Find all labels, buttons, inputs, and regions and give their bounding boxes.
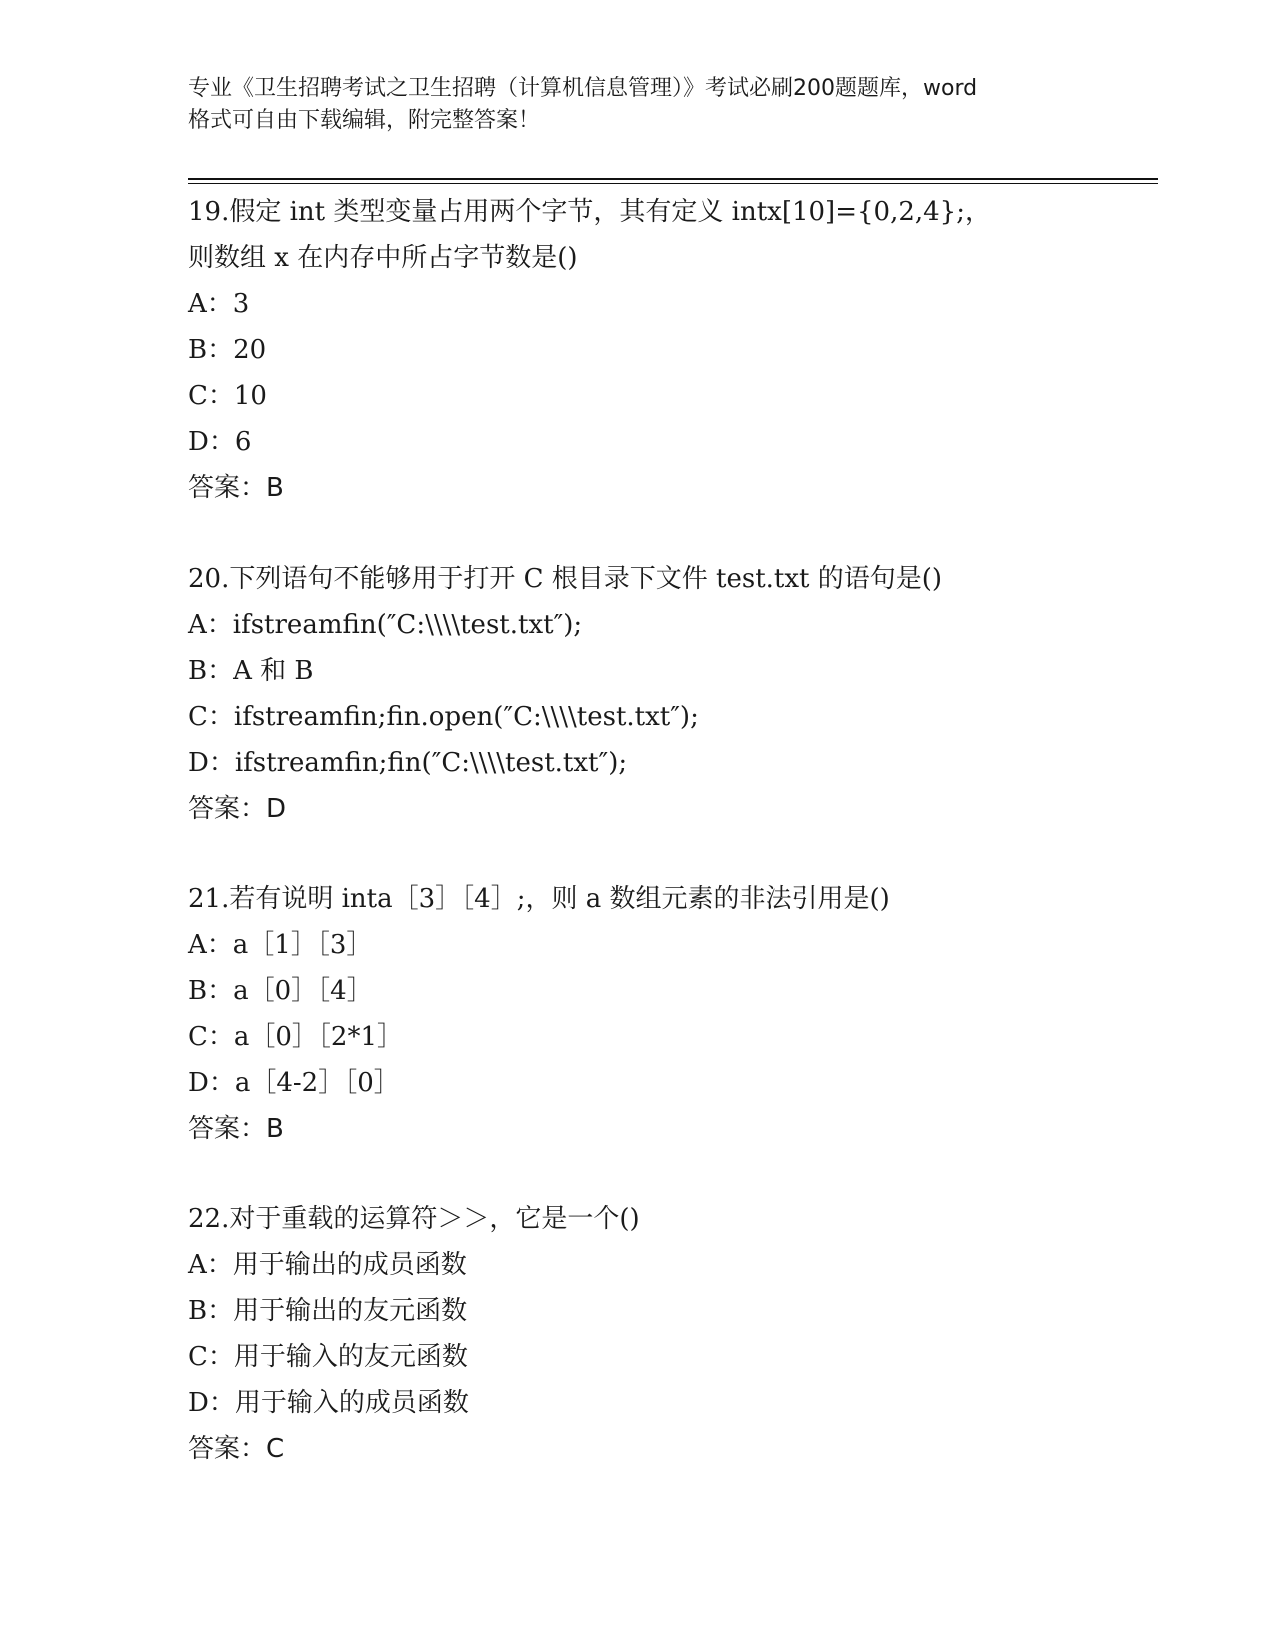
option-b: B：a［0］［4］ — [188, 976, 373, 1006]
header-rule-thin — [188, 183, 1158, 184]
option-d: D：用于输入的成员函数 — [188, 1388, 469, 1418]
document-header — [188, 73, 1088, 137]
answer-line: 答案：B — [188, 473, 284, 503]
question-stem: 20.下列语句不能够用于打开 C 根目录下文件 test.txt 的语句是() — [188, 564, 943, 594]
question-22 — [188, 1196, 640, 1472]
option-d: D：6 — [188, 427, 252, 457]
question-stem: 则数组 x 在内存中所占字节数是() — [188, 243, 578, 273]
option-c: C：ifstreamfin;fin.open(″C:\\\\test.txt″); — [188, 702, 699, 732]
question-stem: 19.假定 int 类型变量占用两个字节，其有定义 intx[10]={0,2,4};， — [188, 197, 991, 227]
answer-line: 答案：B — [188, 1114, 284, 1144]
question-20 — [188, 556, 942, 832]
header-rule-thick — [188, 178, 1158, 180]
option-d: D：ifstreamfin;fin(″C:\\\\test.txt″); — [188, 748, 628, 778]
option-d: D：a［4-2］［0］ — [188, 1068, 400, 1098]
answer-line: 答案：C — [188, 1434, 285, 1464]
question-19 — [188, 189, 991, 511]
option-b: B：用于输出的友元函数 — [188, 1296, 468, 1326]
option-c: C：用于输入的友元函数 — [188, 1342, 468, 1372]
question-21 — [188, 876, 890, 1152]
answer-line: 答案：D — [188, 794, 287, 824]
option-b: B：A 和 B — [188, 656, 314, 686]
header-line-2: 格式可自由下载编辑，附完整答案！ — [188, 108, 541, 133]
option-a: A：ifstreamfin(″C:\\\\test.txt″); — [188, 610, 583, 640]
option-c: C：10 — [188, 381, 267, 411]
option-a: A：用于输出的成员函数 — [188, 1250, 467, 1280]
option-b: B：20 — [188, 335, 267, 365]
question-stem: 22.对于重载的运算符＞＞，它是一个() — [188, 1204, 640, 1234]
option-a: A：3 — [188, 289, 250, 319]
option-a: A：a［1］［3］ — [188, 930, 373, 960]
question-stem: 21.若有说明 inta［3］［4］;，则 a 数组元素的非法引用是() — [188, 884, 890, 914]
option-c: C：a［0］［2*1］ — [188, 1022, 404, 1052]
header-line-1: 专业《卫生招聘考试之卫生招聘（计算机信息管理）》考试必刷200题题库，word — [188, 76, 978, 101]
